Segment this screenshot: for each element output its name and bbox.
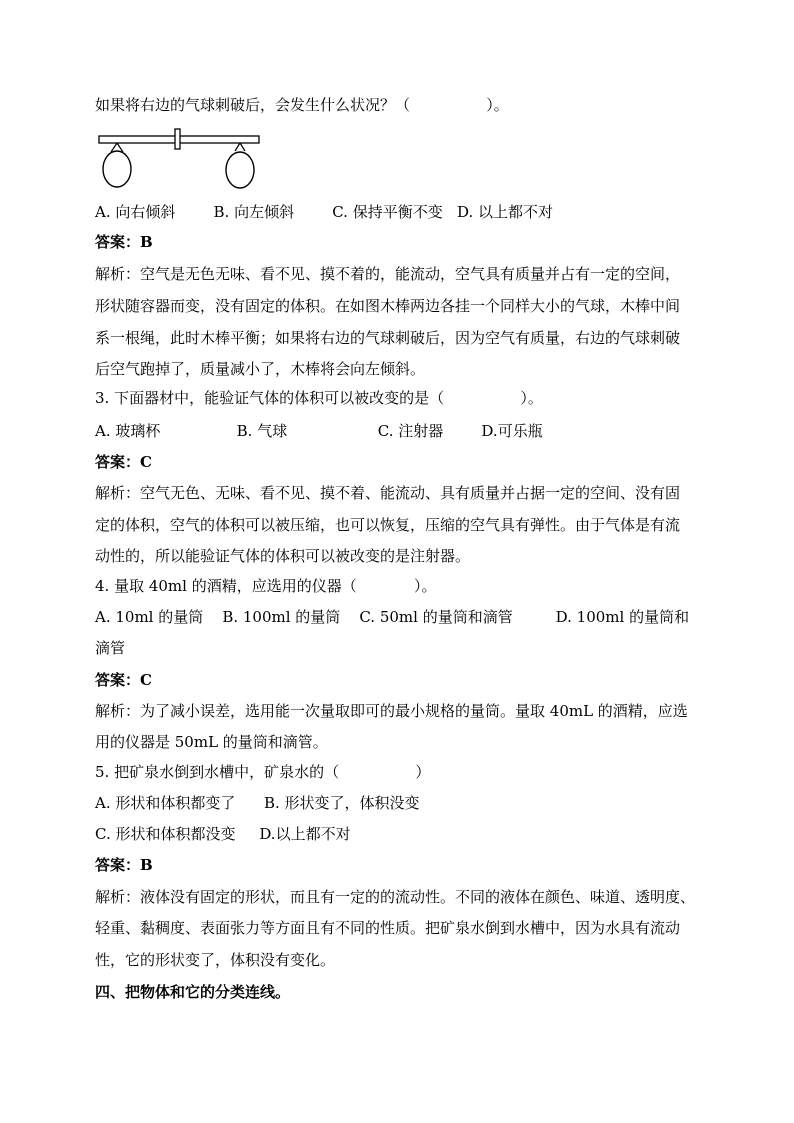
q5-options-line-2: C. 形状和体积都没变 D.以上都不对 [95,825,351,843]
q5-analysis-line-3: 性，它的形状变了，体积没有变化。 [95,951,336,969]
q4-stem: 4. 量取 40ml 的酒精，应选用的仪器（ ）。 [95,577,437,595]
q3-stem: 3. 下面器材中，能验证气体的体积可以被改变的是（ ）。 [95,389,543,407]
q5-options-line-1: A. 形状和体积都变了 B. 形状变了，体积没变 [95,794,420,812]
q4-answer: 答案：C [95,671,152,689]
right-balloon [226,143,254,188]
q5-answer: 答案：B [95,856,153,874]
q2-stem: 如果将右边的气球刺破后，会发生什么状况？（ ）。 [95,96,509,114]
q3-analysis-line-2: 定的体积，空气的体积可以被压缩，也可以恢复，压缩的空气具有弹性。由于气体是有流 [95,516,681,534]
q5-analysis-line-2: 轻重、黏稠度、表面张力等方面且有不同的性质。把矿泉水倒到水槽中，因为水具有流动 [95,919,681,937]
balance-diagram [95,126,295,192]
q4-options-line-1: A. 10ml 的量筒 B. 100ml 的量筒 C. 50ml 的量筒和滴管 D. 100ml 的量筒和 [95,608,690,626]
q2-analysis-line-2: 形状随容器而变，没有固定的体积。在如图木棒两边各挂一个同样大小的气球，木棒中间 [95,297,681,315]
q2-options: A. 向右倾斜 B. 向左倾斜 C. 保持平衡不变 D. 以上都不对 [95,203,554,221]
q2-analysis-line-1: 解析：空气是无色无味、看不见、摸不着的，能流动，空气具有质量并占有一定的空间， [95,265,681,283]
q5-stem: 5. 把矿泉水倒到水槽中，矿泉水的（ ） [95,763,431,781]
q2-analysis-line-4: 后空气跑掉了，质量减小了，木棒将会向左倾斜。 [95,360,426,378]
q4-analysis-line-1: 解析：为了减小误差，选用能一次量取即可的最小规格的量筒。量取 40mL 的酒精，应选 [95,702,688,720]
section-4-title: 四、把物体和它的分类连线。 [95,983,291,1001]
q4-options-line-2: 滴管 [95,639,126,657]
q2-answer: 答案：B [95,233,153,251]
q2-analysis-line-3: 系一根绳，此时木棒平衡；如果将右边的气球刺破后，因为空气有质量，右边的气球刺破 [95,329,681,347]
q3-options: A. 玻璃杯 B. 气球 C. 注射器 D.可乐瓶 [95,422,543,440]
q3-answer: 答案：C [95,453,152,471]
center-string [175,129,180,149]
q4-analysis-line-2: 用的仪器是 50mL 的量筒和滴管。 [95,733,328,751]
q3-analysis-line-3: 动性的，所以能验证气体的体积可以被改变的是注射器。 [95,547,471,565]
left-balloon [103,143,131,187]
q5-analysis-line-1: 解析：液体没有固定的形状，而且有一定的的流动性。不同的液体在颜色、味道、透明度、 [95,888,696,906]
q3-analysis-line-1: 解析：空气无色、无味、看不见、摸不着、能流动、具有质量并占据一定的空间、没有固 [95,484,681,502]
